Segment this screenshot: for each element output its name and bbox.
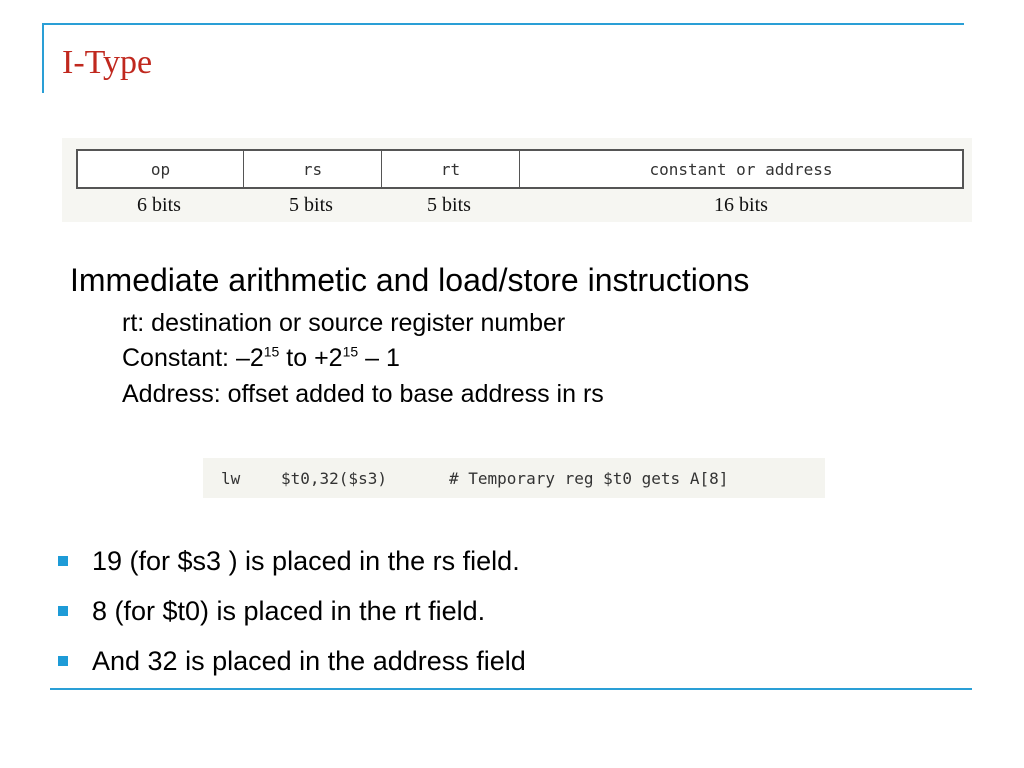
constant-prefix: Constant: –2 [122, 344, 264, 372]
bullet-text: And 32 is placed in the address field [92, 645, 526, 676]
bullet-text: 8 (for $t0) is placed in the rt field. [92, 595, 486, 626]
list-item [52, 536, 526, 586]
field-rs: rs [244, 151, 382, 187]
bottom-divider [50, 688, 972, 690]
subpoint-constant [122, 344, 400, 373]
bullet-square-icon [58, 606, 68, 616]
subpoint-rt: rt: destination or source register number [122, 309, 566, 337]
bits-op: 6 bits [137, 194, 181, 216]
field-constant-or-address: constant or address [649, 159, 833, 179]
code-opcode: lw [221, 468, 241, 488]
instruction-format-diagram [62, 138, 972, 222]
left-divider [42, 23, 44, 93]
field-rt: rt [382, 151, 520, 187]
section-heading: Immediate arithmetic and load/store instructions [70, 262, 750, 298]
bullet-square-icon [58, 556, 68, 566]
constant-suffix: – 1 [358, 344, 400, 372]
list-item [52, 636, 526, 686]
list-item [52, 586, 526, 636]
constant-exponent-2: 15 [342, 343, 359, 360]
constant-middle: to +2 [279, 344, 343, 372]
format-fields-table [76, 149, 964, 189]
bits-rt: 5 bits [427, 194, 471, 216]
code-operands: $t0,32($s3) [281, 468, 387, 488]
bits-rs: 5 bits [289, 194, 333, 216]
code-example [203, 458, 825, 498]
code-comment: # Temporary reg $t0 gets A[8] [449, 468, 729, 488]
bullet-text: 19 (for $s3 ) is placed in the rs field. [92, 545, 520, 576]
constant-exponent-1: 15 [263, 343, 280, 360]
bits-address: 16 bits [714, 194, 768, 216]
top-divider [42, 23, 964, 25]
subpoint-address: Address: offset added to base address in rs [122, 380, 604, 408]
bullet-square-icon [58, 656, 68, 666]
slide-title: I-Type [62, 44, 153, 81]
bullet-list [52, 536, 526, 686]
format-bits-row [76, 194, 964, 217]
field-op: op [78, 151, 244, 187]
